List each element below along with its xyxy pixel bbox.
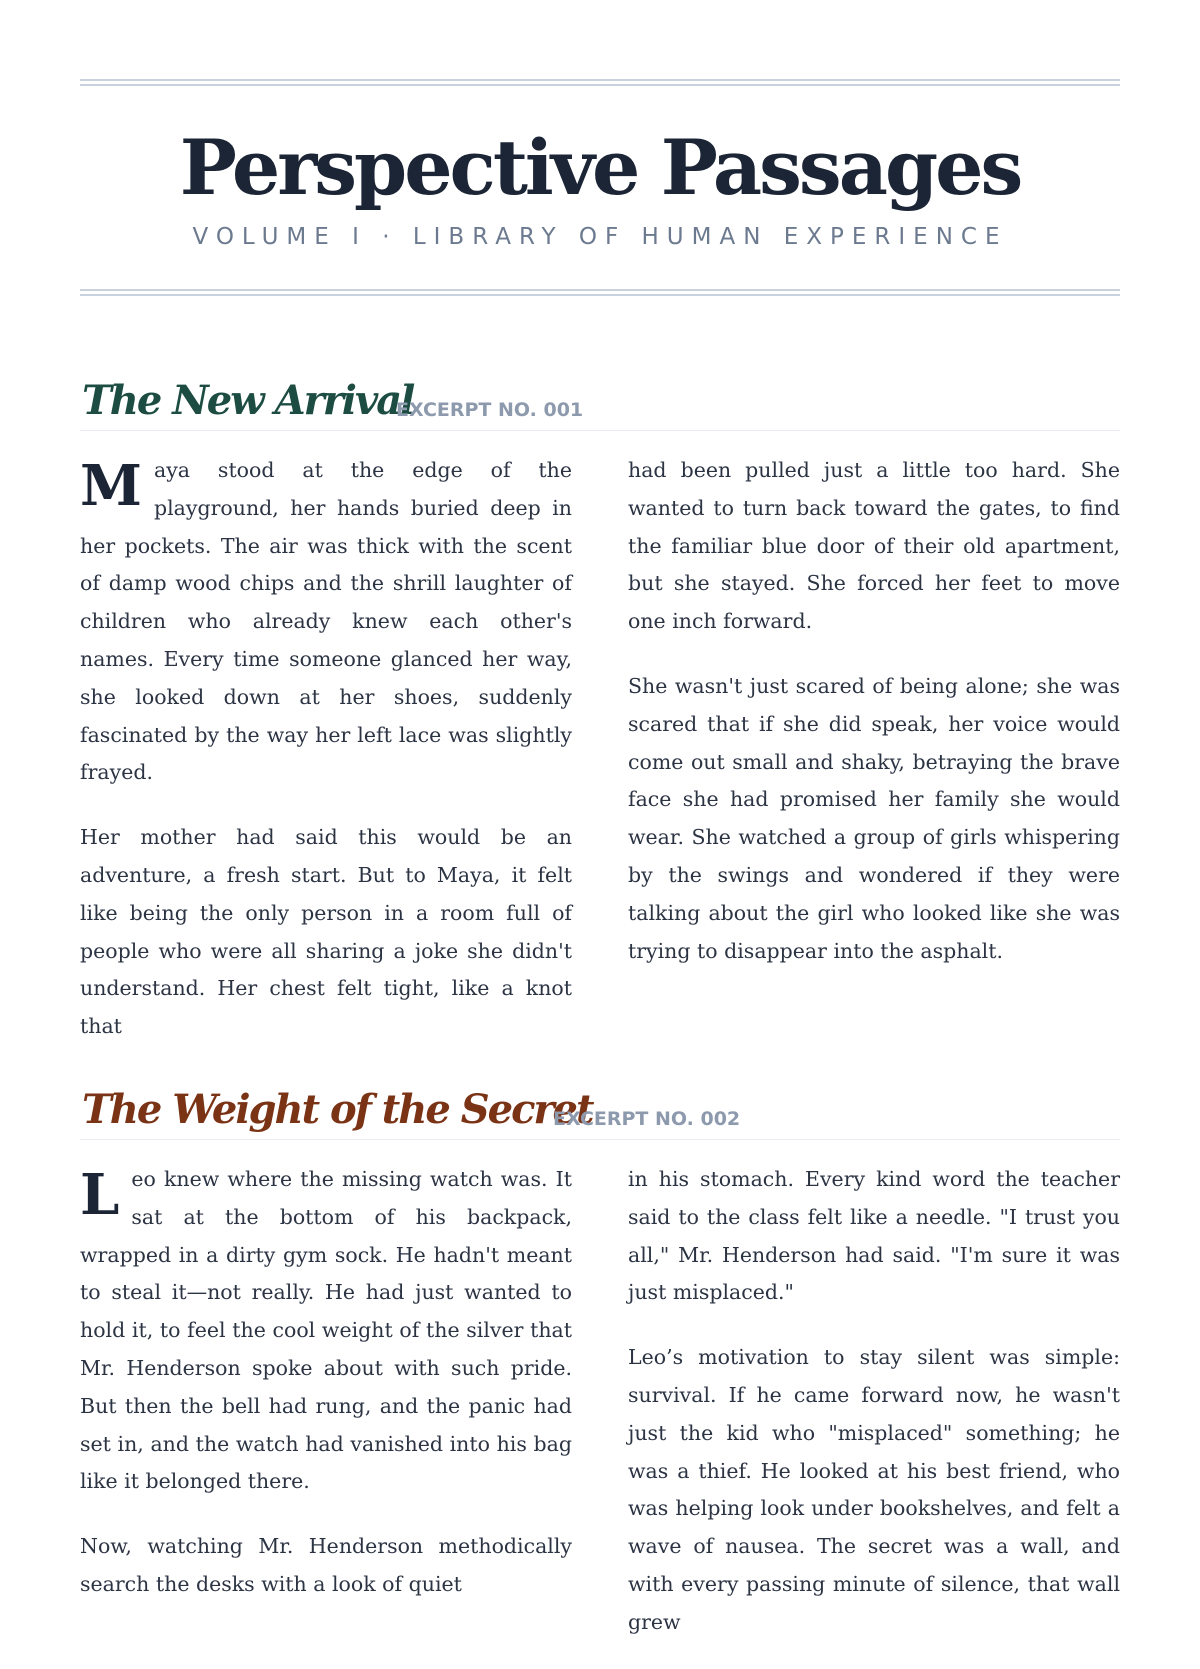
bottom-double-rule (80, 289, 1120, 296)
section-header-new-arrival (80, 376, 1120, 431)
paragraph (80, 1161, 572, 1501)
section-2-column-2 (628, 1161, 1120, 1669)
section-1-column-2 (628, 452, 1120, 997)
paragraph-text: eo knew where the missing watch was. It sat at the bottom of his backpack, wrapped in a dirty gym sock. He hadn't meant to steal it—not really. He had just wanted to hold it, to feel the cool weight of the silver that Mr. Henderson spoke about with such pride. But then the bell had rung, and the panic had set in, and the watch had vanished into his bag like it belonged there. (80, 1167, 572, 1494)
paragraph (80, 452, 572, 792)
paragraph: in his stomach. Every kind word the teacher said to the class felt like a needle. "I trust you all," Mr. Henderson had said. "I'm sure it was just misplaced." (628, 1167, 1120, 1305)
masthead-title: Perspective Passages (179, 123, 1021, 212)
section-1-column-1 (80, 452, 572, 1073)
section-title: The New Arrival (82, 377, 414, 424)
drop-cap: M (80, 453, 142, 519)
paragraph: had been pulled just a little too hard. She wanted to turn back toward the gates, to find the familiar blue door of their old apartment, but she stayed. She forced her feet to move one inch forward. (628, 458, 1120, 634)
section-header-weight-of-secret (80, 1085, 1120, 1140)
section-title: The Weight of the Secret (82, 1086, 593, 1133)
paragraph-text: aya stood at the edge of the playground, her hands buried deep in her pockets. The air was thick with the scent of damp wood chips and the shrill laughter of children who already knew each other's names. Every time someone glanced her way, she looked down at her shoes, suddenly fascinated by the way her left lace was slightly frayed. (80, 458, 572, 785)
masthead-subtitle: VOLUME I · LIBRARY OF HUMAN EXPERIENCE (192, 224, 1008, 250)
excerpt-tag: EXCERPT NO. 001 (396, 399, 584, 421)
paragraph: Leo’s motivation to stay silent was simple: survival. If he came forward now, he wasn't just the kid who "misplaced" something; he was a thief. He looked at his best friend, who was helping look under bookshelves, and felt a wave of nausea. The secret was a wall, and with every passing minute of silence, that wall grew (628, 1345, 1120, 1634)
excerpt-tag: EXCERPT NO. 002 (553, 1108, 741, 1130)
drop-cap: L (80, 1162, 120, 1228)
paragraph: Her mother had said this would be an adventure, a fresh start. But to Maya, it felt like being the only person in a room full of people who were all sharing a joke she didn't understand. Her chest felt tight, like a knot that (80, 825, 572, 1039)
paragraph: She wasn't just scared of being alone; she was scared that if she did speak, her voice would come out small and shaky, betraying the brave face she had promised her family she would wear. She watched a group of girls whispering by the swings and wondered if they were talking about the girl who looked like she was trying to disappear into the asphalt. (628, 673, 1120, 963)
paragraph: Now, watching Mr. Henderson methodically search the desks with a look of quiet (80, 1534, 572, 1596)
section-2-column-1 (80, 1161, 572, 1631)
top-double-rule (80, 79, 1120, 86)
page (80, 0, 1120, 1634)
